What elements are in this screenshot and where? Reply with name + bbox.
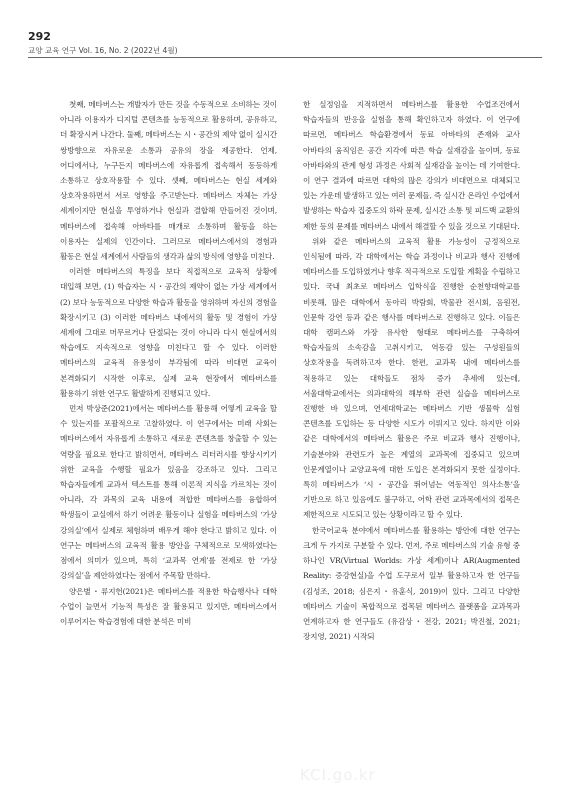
paragraph: 한국어교육 분야에서 메타버스를 활용하는 방안에 대한 연구는 크게 두 가지로 구분할 수 있다. 먼저, 주로 메타버스의 기술 유형 중 하나인 VR(Virtual Worlds: 가상 세계)이나 AR(Augmented Reality: 증강현실)을 수업 도구로서 일부 활용하고자 한 연구들(김성조, 2018; 심은지・유훈식, 2019)이 있다. 그리고 다양한 메타버스 기술이 복합적으로 접목된 메타버스 플랫폼을 교과목과 연계하고자 한 연구들도 (유감상・전강, 2021; 박진철, 2021; 장지영, 2021) 시작되: [303, 525, 520, 642]
left-column: [60, 97, 277, 644]
paragraph: 이러한 메타버스의 특징을 보다 직접적으로 교육적 상황에 대입해 보면, (1) 학습자는 시・공간의 제약이 없는 가상 세계에서 (2) 보다 능동적으로 다양한 학습과 활동을 영위하며 자신의 경험을 확장시키고 (3) 이러한 메타버스 내에서의 활동 및 경험이 가상 세계에 그대로 머무르거나 단절되는 것이 아니라 다시 현실에서의 학습에도 지속적으로 영향을 미친다고 할 수 있다. 이러한 메타버스의 교육적 유용성이 부각됨에 따라 비대면 교육이 본격화되기 시작한 이후로, 실제 교육 현장에서 메타버스를 활용하기 위한 연구도 활발하게 진행되고 있다.: [60, 267, 277, 398]
paragraph: 먼저 박상준(2021)에서는 메타버스를 활용해 어떻게 교육을 할 수 있는지를 포괄적으로 고찰하였다. 이 연구에서는 미래 사회는 메타버스에서 자유롭게 소통하고 새로운 콘텐츠를 창출할 수 있는 역량을 필요로 한다고 밝히면서, 메타버스 리터러시를 향상시키기 위한 교육을 수행할 필요가 있음을 강조하고 있다. 그리고 학습자들에게 교과서 텍스트를 통해 이론적 지식을 가르치는 것이 아니라, 각 과목의 교육 내용에 적합한 메타버스를 융합하여 학생들이 교실에서 하기 어려운 활동이나 실험을 메타버스의 ‘가상 강의실’에서 실제로 체험하며 배우게 해야 한다고 밝히고 있다. 이 연구는 메타버스의 교육적 활용 방안을 구체적으로 모색하였다는 점에서 의미가 있으며, 특히 ‘교과목 연계’를 전제로 한 ‘가상 강의실’을 제안하였다는 점에서 주목할 만하다.: [60, 404, 277, 581]
body-columns: [60, 97, 520, 644]
paragraph: 위와 같은 메타버스의 교육적 활용 가능성이 긍정적으로 인식됨에 따라, 각 대학에서는 학습 과정이나 비교과 행사 진행에 메타버스를 도입하였거나 향후 적극적으로 도입할 계획을 수립하고 있다. 국내 최초로 메타버스 입학식을 진행한 순천향대학교를 비롯해, 많은 대학에서 동아리 박람회, 박물관 전시회, 음원전, 인문학 강연 등과 같은 행사를 메타버스로 진행하고 있다. 이들은 대학 캠퍼스와 가장 유사한 형태로 메타버스를 구축하여 학습자들의 소속감을 고취시키고, 역동감 있는 구성원들의 상호작용을 독려하고자 한다. 한편, 교과목 내에 메타버스를 적용하고 있는 대학들도 점차 증가 추세에 있는데, 서울대학교에서는 의과대학의 해부학 관련 실습을 메타버스로 진행한 바 있으며, 연세대학교는 메타버스 기반 생물학 실험 콘텐츠를 도입하는 등 다양한 시도가 이뤄지고 있다. 하지만 이와 같은 대학에서의 메타버스 활용은 주로 비교과 행사 진행이나, 기술분야와 관련도가 높은 계열의 교과목에 집중되고 있으며 인문계열이나 교양교육에 대한 도입은 본격화되지 못한 실정이다. 특히 메타버스가 ‘시・공간을 뛰어넘는 역동적인 의사소통’을 기반으로 하고 있음에도 불구하고, 어학 관련 교과목에서의 접목은 제한적으로 시도되고 있는 상황이라고 할 수 있다.: [303, 236, 520, 520]
header-divider: [28, 57, 542, 58]
page-number: 292: [28, 30, 51, 43]
watermark: KCI.go.kr: [300, 766, 376, 784]
right-column: [303, 97, 520, 644]
paragraph: 양은별・류지헌(2021)은 메타버스를 적용한 학습행사나 대학 수업이 늘면서 기능적 특성은 잘 활용되고 있지만, 메타버스에서 이루어지는 학습경험에 대한 분석은 미비: [60, 586, 277, 626]
paragraph: 첫째, 메타버스는 개발자가 만든 것을 수동적으로 소비하는 것이 아니라 이용자가 디지털 콘텐츠를 능동적으로 활용하며, 공유하고, 더 확장시켜 나간다. 둘째, 메타버스는 시・공간의 제약 없이 실시간 쌍방향으로 자유로운 소통과 공유의 장을 제공한다. 언제, 어디에서나, 누구든지 메타버스에 자유롭게 접속해서 동등하게 소통하고 상호작용할 수 있다. 셋째, 메타버스는 현실 세계와 상호작용하면서 서로 영향을 주고받는다. 메타버스 자체는 가상 세계이지만 현실을 투영하거나 현실과 결합해 만들어진 것이며, 메타버스에 접속해 아바타를 매개로 소통하며 활동을 하는 이용자는 실제의 인간이다. 그러므로 메타버스에서의 경험과 활동은 현실 세계에서 사람들의 생각과 삶의 방식에 영향을 미친다.: [60, 100, 277, 262]
running-header: 교양 교육 연구 Vol. 16, No. 2 (2022년 4월): [28, 46, 178, 55]
paragraph: 한 실정임을 지적하면서 메타버스를 활용한 수업조건에서 학습자들의 반응을 실험을 통해 확인하고자 하였다. 이 연구에 따르면, 메타버스 학습환경에서 동료 아바타의 존재와 교사 아바타의 움직임은 공간 지각에 따른 학습 실재감을 높이며, 동료 아바타와의 관계 형성 과정은 사회적 실재감을 높이는 데 기여한다. 이 연구 결과에 따르면 대학의 많은 강의가 비대면으로 대체되고 있는 가운데 발생하고 있는 여러 문제들, 즉 실시간 온라인 수업에서 발생하는 학습자 집중도의 하락 문제, 실시간 소통 및 피드백 교환의 제한 등의 문제를 메타버스 내에서 해결할 수 있을 것으로 기대된다.: [303, 100, 520, 231]
